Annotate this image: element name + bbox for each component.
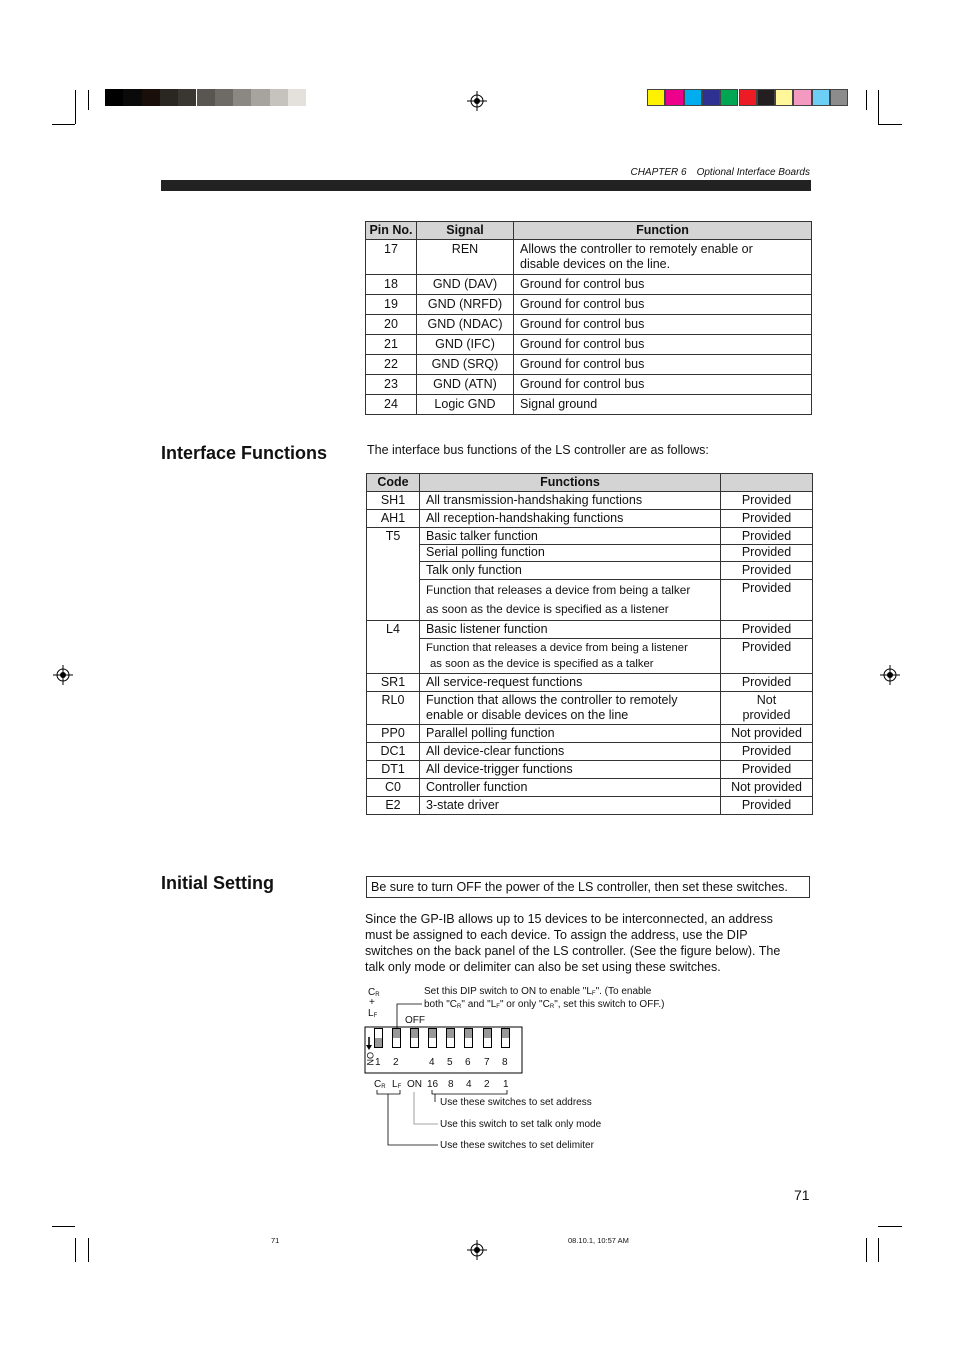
table-row	[367, 621, 813, 639]
table-row	[367, 725, 813, 743]
section-heading-interface-functions: Interface Functions	[161, 443, 328, 463]
dip-switch-knob	[484, 1029, 491, 1038]
lf-bottom-label: LF	[392, 1079, 402, 1090]
table-row	[367, 492, 813, 510]
table-row	[367, 692, 813, 725]
status-cell: Provided	[721, 510, 813, 528]
chapter-label: CHAPTER 6	[630, 167, 687, 178]
function-cell: Ground for control bus	[514, 375, 812, 395]
color-swatch	[215, 89, 233, 106]
switch-value-label: 1	[503, 1079, 509, 1090]
pin-cell: 21	[366, 335, 417, 355]
function-cell: Serial polling function	[420, 545, 721, 562]
dip-switch	[501, 1028, 510, 1048]
color-swatch	[793, 89, 811, 106]
status-cell: Not provided	[721, 779, 813, 797]
color-swatch	[123, 89, 141, 106]
dip-leader-lines	[360, 995, 620, 1155]
table-row	[366, 275, 812, 295]
on-arrow-icon	[365, 1037, 373, 1051]
function-line: Function that releases a device from being a talker	[426, 583, 691, 597]
pin-cell: 24	[366, 395, 417, 415]
signal-cell: GND (DAV)	[417, 275, 514, 295]
column-header: Signal	[417, 222, 514, 240]
cr-label: CR	[368, 987, 380, 998]
color-swatch	[270, 89, 288, 106]
running-header	[630, 167, 810, 178]
function-cell	[514, 240, 812, 275]
pin-cell: 22	[366, 355, 417, 375]
function-cell	[420, 580, 721, 621]
status-line: Not	[756, 693, 777, 707]
column-header: Function	[514, 222, 812, 240]
code-cell: AH1	[367, 510, 420, 528]
table-row	[367, 743, 813, 761]
switch-number: 5	[447, 1057, 453, 1068]
column-header: Code	[367, 474, 420, 492]
dip-switch	[392, 1028, 401, 1048]
table-row	[367, 761, 813, 779]
code-cell: L4	[367, 621, 420, 674]
color-swatch	[775, 89, 793, 106]
color-swatch	[684, 89, 702, 106]
table-row	[367, 779, 813, 797]
interface-intro: The interface bus functions of the LS controller are as follows:	[367, 443, 709, 457]
table-row	[367, 797, 813, 815]
function-cell: All reception-handshaking functions	[420, 510, 721, 528]
status-cell: Provided	[721, 621, 813, 639]
switch-number: 2	[393, 1057, 399, 1068]
switch-value-label: 16	[427, 1079, 439, 1090]
dip-switch-knob	[429, 1029, 436, 1038]
signal-cell: REN	[417, 240, 514, 275]
signal-cell: GND (SRQ)	[417, 355, 514, 375]
code-cell: SR1	[367, 674, 420, 692]
dip-switch	[446, 1028, 455, 1048]
color-swatch	[812, 89, 830, 106]
function-cell: Basic listener function	[420, 621, 721, 639]
function-line: Function that releases a device from being a listener	[426, 642, 688, 654]
initial-setting-paragraph	[365, 911, 810, 975]
power-off-notice: Be sure to turn OFF the power of the LS controller, then set these switches.	[366, 876, 810, 898]
registration-target-icon	[467, 91, 487, 111]
status-cell: Provided	[721, 674, 813, 692]
color-swatch	[647, 89, 665, 106]
color-swatch	[757, 89, 775, 106]
color-swatch	[251, 89, 269, 106]
dip-switch-knob	[502, 1029, 509, 1038]
table-header-row	[367, 474, 813, 492]
footer-code: 71	[271, 1236, 280, 1245]
code-cell: DT1	[367, 761, 420, 779]
code-cell: DC1	[367, 743, 420, 761]
status-cell: Provided	[721, 528, 813, 545]
switch-number: 4	[429, 1057, 435, 1068]
table-row	[366, 355, 812, 375]
switch-number: 7	[484, 1057, 490, 1068]
signal-cell: Logic GND	[417, 395, 514, 415]
header-rule	[161, 180, 811, 191]
switch-value-label: 4	[466, 1079, 472, 1090]
registration-target-icon	[53, 665, 73, 685]
table-row	[367, 639, 813, 674]
function-cell: All device-clear functions	[420, 743, 721, 761]
color-swatch	[739, 89, 757, 106]
function-line: as soon as the device is specified as a talker	[430, 658, 654, 670]
cr-bottom-label: CR	[374, 1079, 386, 1090]
table-row	[367, 674, 813, 692]
status-cell	[721, 692, 813, 725]
function-cell: Ground for control bus	[514, 335, 812, 355]
table-row	[367, 562, 813, 580]
table-header-row	[366, 222, 812, 240]
dip-switch-knob	[375, 1038, 382, 1047]
code-cell: SH1	[367, 492, 420, 510]
function-cell: Basic talker function	[420, 528, 721, 545]
signal-cell: GND (NDAC)	[417, 315, 514, 335]
dip-switch	[410, 1028, 419, 1048]
table-row	[366, 335, 812, 355]
status-cell: Provided	[721, 545, 813, 562]
table-row	[367, 545, 813, 562]
registration-target-icon	[467, 1240, 487, 1260]
signal-cell: GND (IFC)	[417, 335, 514, 355]
switch-value-label: 2	[484, 1079, 490, 1090]
function-cell: Ground for control bus	[514, 295, 812, 315]
color-swatch	[665, 89, 683, 106]
switch-number: 1	[375, 1057, 381, 1068]
status-cell: Provided	[721, 639, 813, 674]
status-cell: Provided	[721, 580, 813, 621]
code-cell: C0	[367, 779, 420, 797]
dip-switch	[428, 1028, 437, 1048]
function-cell	[420, 639, 721, 674]
switch-number: 8	[502, 1057, 508, 1068]
function-cell	[420, 692, 721, 725]
table-row	[366, 240, 812, 275]
section-label: Optional Interface Boards	[696, 167, 810, 178]
function-cell: Signal ground	[514, 395, 812, 415]
function-cell: Ground for control bus	[514, 315, 812, 335]
table-row	[366, 395, 812, 415]
signal-cell: GND (NRFD)	[417, 295, 514, 315]
table-row	[366, 375, 812, 395]
dip-switch-knob	[447, 1029, 454, 1038]
color-swatch	[197, 89, 215, 106]
color-swatch	[160, 89, 178, 106]
on-vertical-label: ON	[365, 1052, 375, 1066]
section-heading-initial-setting: Initial Setting	[161, 873, 275, 893]
switch-value-label: ON	[407, 1079, 422, 1090]
function-line: Allows the controller to remotely enable or	[520, 242, 753, 256]
function-cell: 3-state driver	[420, 797, 721, 815]
function-line: Function that allows the controller to remotely	[426, 693, 678, 707]
pin-cell: 19	[366, 295, 417, 315]
code-cell: PP0	[367, 725, 420, 743]
status-cell: Provided	[721, 797, 813, 815]
column-header: Functions	[420, 474, 721, 492]
function-line: as soon as the device is specified as a listener	[426, 602, 669, 616]
interface-functions-table	[366, 473, 813, 815]
off-label: OFF	[405, 1015, 425, 1026]
color-swatch	[720, 89, 738, 106]
switch-number: 6	[465, 1057, 471, 1068]
status-cell: Not provided	[721, 725, 813, 743]
registration-target-icon	[880, 665, 900, 685]
pin-table	[365, 221, 812, 415]
function-line: enable or disable devices on the line	[426, 708, 629, 722]
pin-cell: 23	[366, 375, 417, 395]
table-row	[367, 528, 813, 545]
column-header: Pin No.	[366, 222, 417, 240]
paragraph-line: Since the GP-IB allows up to 15 devices to be interconnected, an address	[365, 912, 773, 926]
status-line: provided	[742, 708, 791, 722]
function-cell: Ground for control bus	[514, 275, 812, 295]
table-row	[366, 295, 812, 315]
dip-note-line-1: Set this DIP switch to ON to enable "LF". (To enable	[424, 986, 652, 997]
pin-cell: 20	[366, 315, 417, 335]
code-cell: T5	[367, 528, 420, 621]
color-swatch	[830, 89, 848, 106]
paragraph-line: talk only mode or delimiter can also be set using these switches.	[365, 960, 721, 974]
function-line: disable devices on the line.	[520, 257, 671, 271]
color-swatch	[105, 89, 123, 106]
pin-cell: 17	[366, 240, 417, 275]
status-cell: Provided	[721, 492, 813, 510]
dip-switch	[374, 1028, 383, 1048]
table-row	[367, 580, 813, 621]
lf-label: LF	[368, 1008, 378, 1019]
function-cell: Controller function	[420, 779, 721, 797]
code-cell: E2	[367, 797, 420, 815]
color-swatch	[233, 89, 251, 106]
callout-talk-only: Use this switch to set talk only mode	[440, 1119, 602, 1130]
paragraph-line: switches on the back panel of the LS controller. (See the figure below). The	[365, 944, 781, 958]
table-row	[367, 510, 813, 528]
status-cell: Provided	[721, 562, 813, 580]
switch-value-label: 8	[448, 1079, 454, 1090]
dip-switch	[464, 1028, 473, 1048]
column-header-status	[721, 474, 813, 492]
callout-address: Use these switches to set address	[440, 1097, 592, 1108]
signal-cell: GND (ATN)	[417, 375, 514, 395]
color-swatch	[142, 89, 160, 106]
footer-timestamp: 08.10.1, 10:57 AM	[568, 1236, 629, 1245]
color-swatch	[288, 89, 306, 106]
dip-switch	[483, 1028, 492, 1048]
dip-note-line-2: both "CR" and "LF" or only "CR", set this switch to OFF.)	[424, 999, 665, 1010]
color-swatch	[702, 89, 720, 106]
color-swatch	[178, 89, 196, 106]
dip-switch-knob	[411, 1029, 418, 1038]
function-cell: Talk only function	[420, 562, 721, 580]
table-row	[366, 315, 812, 335]
page-number: 71	[794, 1187, 810, 1203]
dip-switch-knob	[465, 1029, 472, 1038]
callout-delimiter: Use these switches to set delimiter	[440, 1140, 594, 1151]
function-cell: Parallel polling function	[420, 725, 721, 743]
code-cell: RL0	[367, 692, 420, 725]
status-cell: Provided	[721, 761, 813, 779]
function-cell: All transmission-handshaking functions	[420, 492, 721, 510]
pin-cell: 18	[366, 275, 417, 295]
function-cell: Ground for control bus	[514, 355, 812, 375]
function-cell: All device-trigger functions	[420, 761, 721, 779]
status-cell: Provided	[721, 743, 813, 761]
function-cell: All service-request functions	[420, 674, 721, 692]
paragraph-line: must be assigned to each device. To assign the address, use the DIP	[365, 928, 748, 942]
dip-switch-knob	[393, 1029, 400, 1038]
plus-label: +	[369, 997, 375, 1008]
